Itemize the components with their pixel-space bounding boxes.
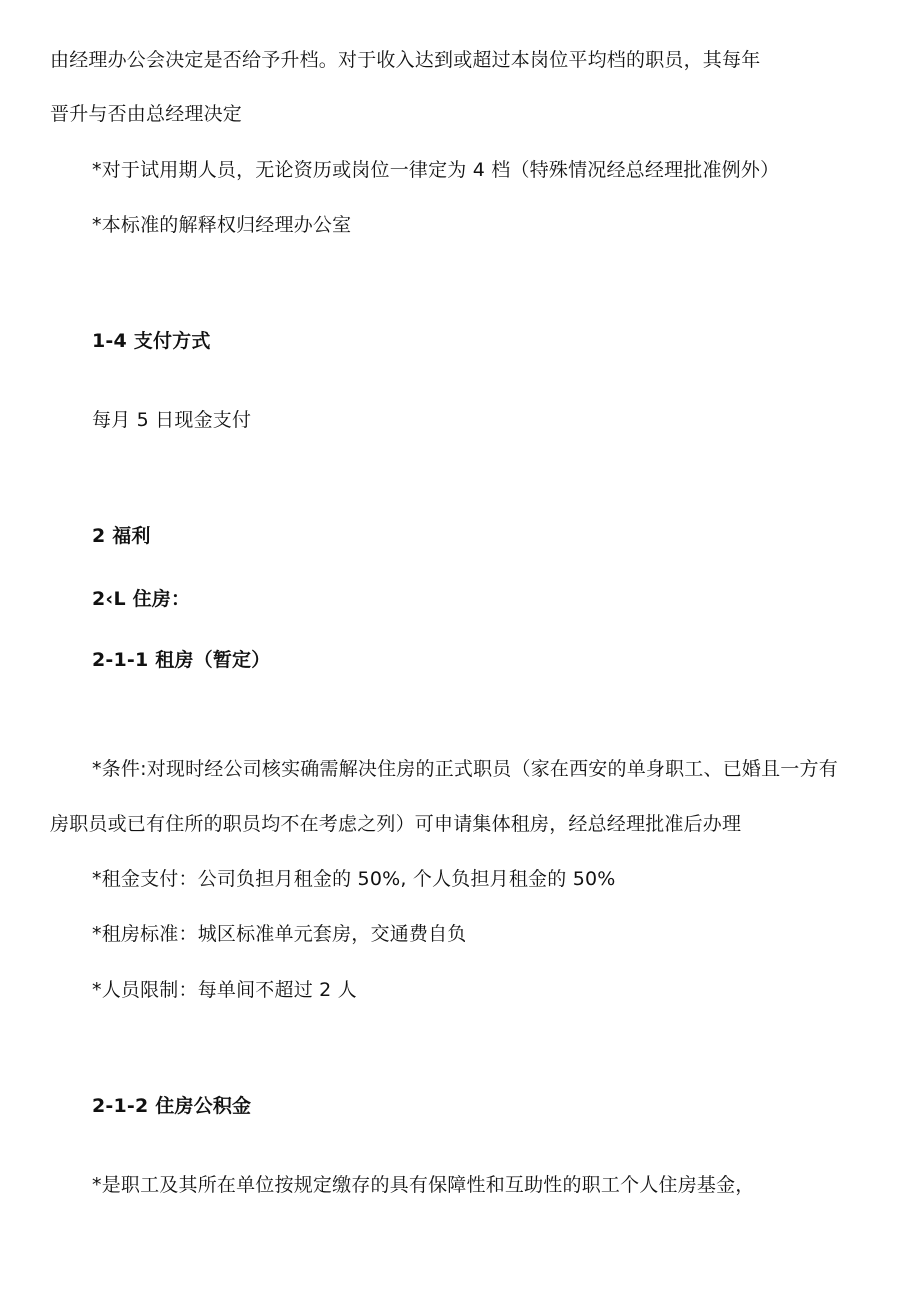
people-limit: *人员限制：每单间不超过 2 人: [92, 979, 357, 1001]
paragraph-line-1: 由经理办公会决定是否给予升档。对于收入达到或超过本岗位平均档的职员，其每年: [50, 49, 761, 71]
probation-note: *对于试用期人员，无论资历或岗位一律定为 4 档（特殊情况经总经理批准例外）: [92, 159, 780, 181]
interpretation-note: *本标准的解释权归经理办公室: [92, 214, 352, 236]
section-heading-payment: 1-4 支付方式: [92, 330, 211, 352]
section-heading-welfare: 2 福利: [92, 525, 151, 547]
section-heading-fund: 2-1-2 住房公积金: [92, 1095, 252, 1117]
fund-text: *是职工及其所在单位按规定缴存的具有保障性和互助性的职工个人住房基金，: [92, 1174, 755, 1196]
rent-standard: *租房标准：城区标准单元套房，交通费自负: [92, 923, 467, 945]
rent-payment: *租金支付：公司负担月租金的 50%, 个人负担月租金的 50%: [92, 868, 616, 890]
payment-text: 每月 5 日现金支付: [92, 409, 252, 431]
condition-line-1: *条件:对现时经公司核实确需解决住房的正式职员（家在西安的单身职工、已婚且一方有: [92, 758, 838, 780]
condition-line-2: 房职员或已有住所的职员均不在考虑之列）可申请集体租房，经总经理批准后办理: [50, 813, 742, 835]
section-heading-housing: 2‹L 住房：: [92, 588, 191, 610]
paragraph-line-2: 晋升与否由总经理决定: [50, 103, 243, 125]
section-heading-rent: 2-1-1 租房（暂定）: [92, 649, 271, 671]
